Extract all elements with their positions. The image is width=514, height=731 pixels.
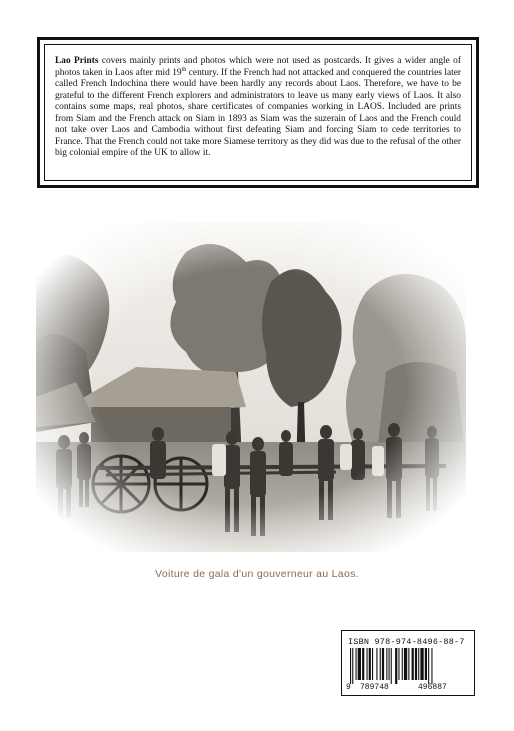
photo-caption: Voiture de gala d'un gouverneur au Laos. xyxy=(155,568,359,580)
barcode-digits-left: 789748 xyxy=(360,683,389,692)
isbn-label: ISBN 978-974-8496-88-7 xyxy=(348,637,465,647)
description-text xyxy=(44,44,472,181)
barcode xyxy=(350,648,468,684)
description-part-2: century. If the French had not attacked and conquered the countries later called French Indochina there would have been hardly any records about Laos. Therefore, we have to be grateful to the different French explorers and administrators to leave us many early views of Laos. It also contains some maps, real photos, share certificates of companies working in LAOS. Included are prints from Siam and the French attack on Siam in 1893 as Siam was the suzerain of Laos and the French could not take over Laos and Cambodia without first defeating Siam and forcing Siam to cede territories to France. That the French could not take more Siamese territory as they did was due to the refusal of the other big colonial empire of the UK to allow it. xyxy=(55,67,461,158)
historical-photo xyxy=(36,222,466,552)
book-title: Lao Prints xyxy=(55,56,99,66)
description-part-1: covers mainly prints and photos which were not used as postcards. It gives a wider angle of photos taken in Laos after mid 19 xyxy=(55,56,461,78)
historical-photo-illustration xyxy=(36,222,466,552)
barcode-digit-first: 9 xyxy=(346,683,351,692)
isbn-barcode-box xyxy=(341,630,475,696)
barcode-digits-right: 496887 xyxy=(418,683,447,692)
superscript-th: th xyxy=(181,66,187,73)
description-box xyxy=(37,37,479,188)
